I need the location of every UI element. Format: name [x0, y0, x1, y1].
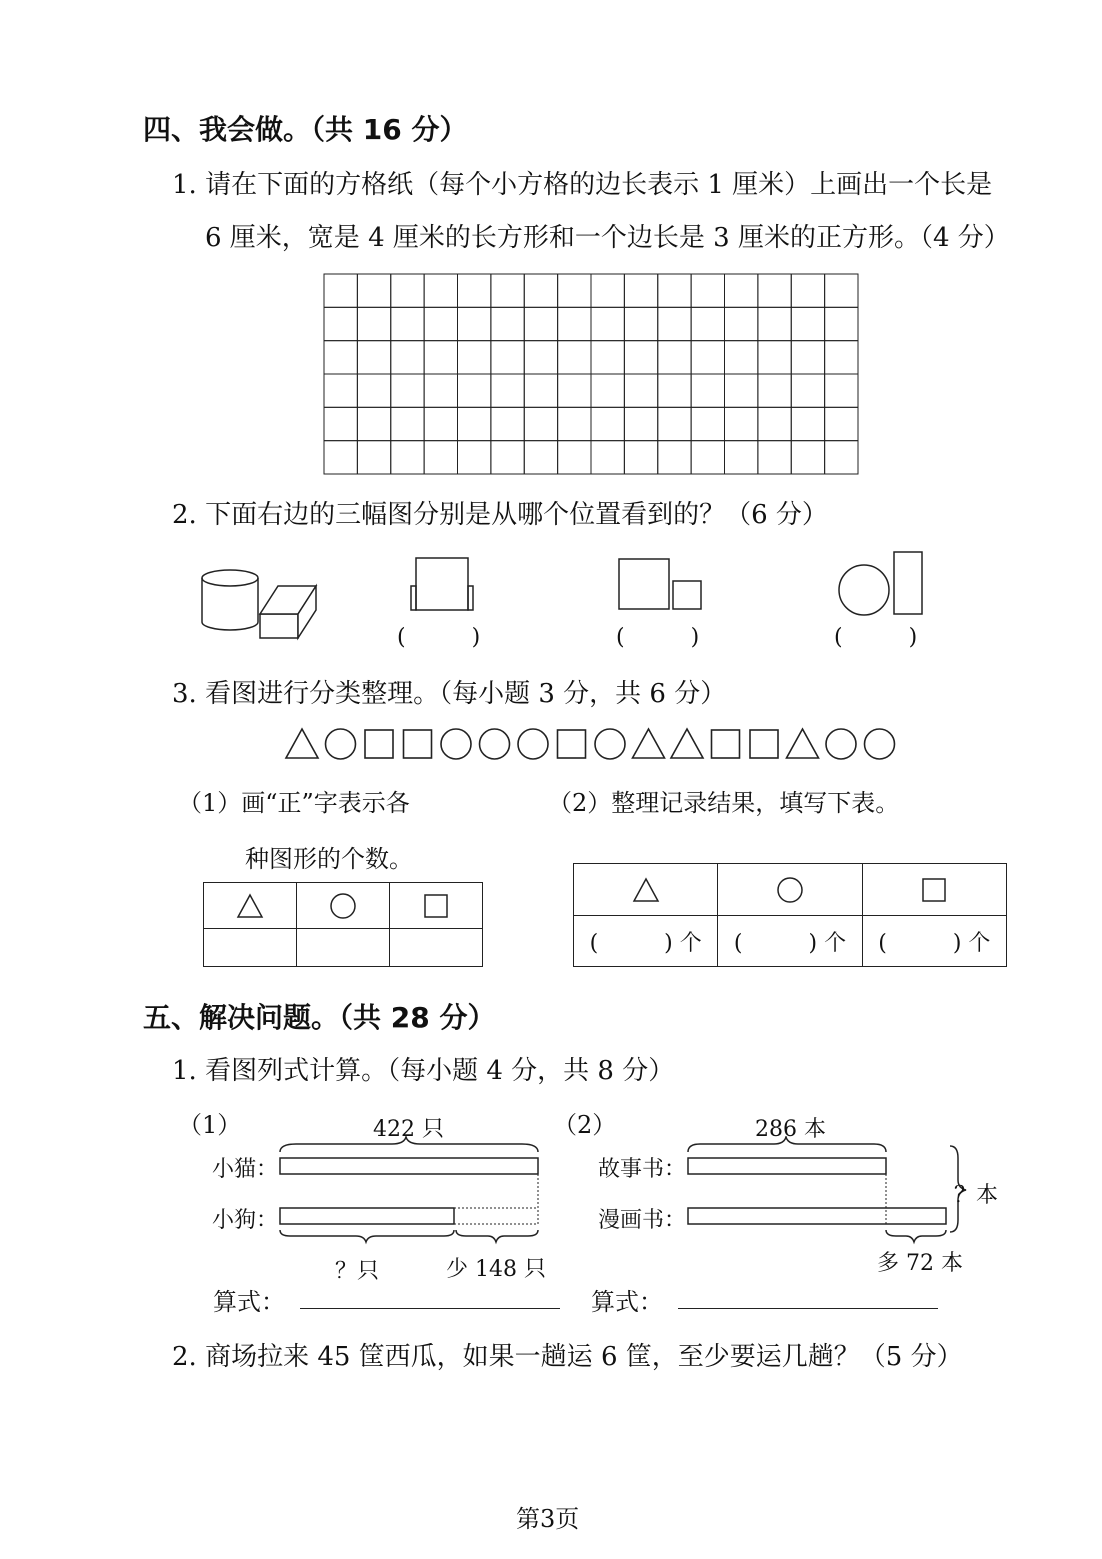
grid-cell — [324, 274, 357, 307]
circle-icon — [480, 729, 510, 759]
circle-icon — [595, 729, 625, 759]
p2-bar-diagram — [684, 1136, 974, 1246]
grid-cell — [491, 341, 524, 374]
grid-cell — [391, 374, 424, 407]
result-table — [573, 863, 1007, 967]
grid-cell — [524, 407, 557, 440]
grid-cell — [825, 374, 858, 407]
grid-cell — [758, 307, 791, 340]
q3-sub1-line2: 种图形的个数。 — [245, 845, 413, 873]
grid-cell — [624, 407, 657, 440]
circle-icon — [518, 729, 548, 759]
grid-cell — [591, 441, 624, 474]
grid-cell — [524, 307, 557, 340]
grid-cell — [424, 307, 457, 340]
p2-total-label: 286 本 — [755, 1117, 826, 1142]
view-square-with-sides — [408, 556, 478, 616]
grid-cell — [758, 374, 791, 407]
grid-cell — [424, 407, 457, 440]
grid-cell — [458, 441, 491, 474]
grid-cell — [491, 307, 524, 340]
q3-sub1-line1: （1）画“正”字表示各 — [178, 789, 410, 817]
grid-cell — [524, 374, 557, 407]
grid-cell — [591, 307, 624, 340]
grid-cell — [524, 341, 557, 374]
circle-icon — [826, 729, 856, 759]
q2-blank-1[interactable]: ( ) — [397, 625, 481, 650]
grid-cell — [391, 274, 424, 307]
grid-cell — [758, 407, 791, 440]
grid-cell — [791, 274, 824, 307]
grid-cell — [524, 274, 557, 307]
grid-svg — [323, 273, 860, 476]
result-header-square — [862, 864, 1006, 916]
grid-cell — [591, 407, 624, 440]
grid-cell — [725, 274, 758, 307]
page-number: 第3页 — [516, 1505, 580, 1533]
p1-total-label: 422 只 — [373, 1117, 444, 1142]
triangle-icon — [632, 877, 660, 903]
view-two-squares — [615, 556, 707, 616]
triangle-icon — [236, 893, 264, 919]
grid-cell — [825, 441, 858, 474]
p2-formula-input[interactable] — [678, 1308, 938, 1309]
tally-cell-square[interactable] — [390, 929, 483, 967]
grid-cell — [424, 374, 457, 407]
p1-less-label: 少 148 只 — [446, 1257, 546, 1282]
grid-cell — [458, 341, 491, 374]
grid-cell — [357, 274, 390, 307]
grid-cell — [391, 441, 424, 474]
q2-blank-3[interactable]: ( ) — [834, 625, 918, 650]
grid-cell — [658, 307, 691, 340]
result-header-triangle — [574, 864, 718, 916]
p1-row2-label: 小狗： — [212, 1208, 279, 1233]
square-icon — [365, 730, 393, 758]
result-cell-square[interactable]: ( ) 个 — [862, 916, 1006, 967]
grid-paper[interactable] — [323, 273, 860, 480]
grid-cell — [791, 441, 824, 474]
grid-cell — [324, 441, 357, 474]
tally-cell-circle[interactable] — [297, 929, 390, 967]
cylinder-cuboid-figure — [198, 566, 323, 646]
section5-title: 五、解决问题。（共 28 分） — [143, 1001, 496, 1034]
p1-unknown-label: ？只 — [335, 1259, 380, 1284]
grid-cell — [558, 374, 591, 407]
grid-cell — [624, 307, 657, 340]
q3-sub2-text: （2）整理记录结果，填写下表。 — [548, 789, 900, 817]
p1-formula-input[interactable] — [300, 1308, 560, 1309]
grid-cell — [725, 441, 758, 474]
p2-sum-label: ？本 — [954, 1183, 999, 1208]
grid-cell — [624, 274, 657, 307]
p1-label: （1） — [178, 1111, 242, 1139]
grid-cell — [357, 441, 390, 474]
grid-cell — [391, 307, 424, 340]
p2-row2-label: 漫画书： — [598, 1208, 687, 1233]
grid-cell — [825, 307, 858, 340]
grid-cell — [691, 374, 724, 407]
grid-cell — [324, 307, 357, 340]
circle-icon — [329, 892, 357, 920]
grid-cell — [558, 274, 591, 307]
grid-cell — [591, 374, 624, 407]
section4-title: 四、我会做。（共 16 分） — [143, 113, 468, 146]
s5-q1-text: 1. 看图列式计算。（每小题 4 分，共 8 分） — [172, 1056, 675, 1086]
grid-cell — [558, 407, 591, 440]
grid-cell — [725, 307, 758, 340]
grid-cell — [825, 341, 858, 374]
grid-cell — [658, 374, 691, 407]
grid-cell — [791, 407, 824, 440]
circle-icon — [441, 729, 471, 759]
grid-cell — [424, 341, 457, 374]
grid-cell — [658, 407, 691, 440]
grid-cell — [491, 441, 524, 474]
p1-bar-diagram — [276, 1136, 546, 1246]
grid-cell — [725, 407, 758, 440]
square-icon — [920, 876, 948, 904]
result-cell-triangle[interactable]: ( ) 个 — [574, 916, 718, 967]
tally-cell-triangle[interactable] — [204, 929, 297, 967]
grid-cell — [357, 407, 390, 440]
q2-text: 2. 下面右边的三幅图分别是从哪个位置看到的？（6 分） — [172, 500, 828, 530]
triangle-icon — [286, 729, 318, 758]
grid-cell — [591, 341, 624, 374]
p2-label: （2） — [553, 1111, 617, 1139]
grid-cell — [357, 307, 390, 340]
circle-icon — [326, 729, 356, 759]
grid-cell — [624, 341, 657, 374]
grid-cell — [558, 341, 591, 374]
grid-cell — [758, 274, 791, 307]
grid-cell — [324, 374, 357, 407]
grid-cell — [391, 407, 424, 440]
grid-cell — [324, 341, 357, 374]
shape-sequence — [284, 724, 900, 764]
square-icon — [750, 730, 778, 758]
tally-header-square — [390, 883, 483, 929]
grid-cell — [691, 441, 724, 474]
p2-row1-label: 故事书： — [598, 1157, 687, 1182]
grid-cell — [791, 307, 824, 340]
triangle-icon — [787, 729, 819, 758]
grid-cell — [391, 341, 424, 374]
circle-icon — [776, 876, 804, 904]
grid-cell — [558, 441, 591, 474]
grid-cell — [491, 374, 524, 407]
view-circle-rectangle — [834, 548, 929, 618]
result-header-circle — [718, 864, 862, 916]
q1-text-line2: 6 厘米，宽是 4 厘米的长方形和一个边长是 3 厘米的正方形。（4 分） — [205, 223, 1010, 253]
grid-cell — [691, 407, 724, 440]
grid-cell — [658, 441, 691, 474]
triangle-icon — [671, 729, 703, 758]
grid-cell — [357, 374, 390, 407]
grid-cell — [791, 341, 824, 374]
grid-cell — [558, 307, 591, 340]
p1-row1-label: 小猫： — [212, 1157, 279, 1182]
grid-cell — [624, 441, 657, 474]
p1-formula-label: 算式： — [213, 1288, 285, 1316]
square-icon — [422, 892, 450, 920]
grid-cell — [458, 307, 491, 340]
q3-text: 3. 看图进行分类整理。（每小题 3 分，共 6 分） — [172, 679, 727, 709]
grid-cell — [491, 274, 524, 307]
grid-cell — [424, 274, 457, 307]
square-icon — [712, 730, 740, 758]
grid-cell — [424, 441, 457, 474]
grid-cell — [725, 341, 758, 374]
tally-table — [203, 882, 483, 967]
triangle-icon — [633, 729, 665, 758]
grid-cell — [324, 407, 357, 440]
grid-cell — [791, 374, 824, 407]
square-icon — [558, 730, 586, 758]
grid-cell — [691, 341, 724, 374]
grid-cell — [725, 374, 758, 407]
p2-more-label: 多 72 本 — [877, 1251, 963, 1276]
grid-cell — [591, 274, 624, 307]
q1-text-line1: 1. 请在下面的方格纸（每个小方格的边长表示 1 厘米）上画出一个长是 — [172, 170, 993, 200]
grid-cell — [624, 374, 657, 407]
grid-cell — [458, 274, 491, 307]
grid-cell — [758, 441, 791, 474]
result-cell-circle[interactable]: ( ) 个 — [718, 916, 862, 967]
grid-cell — [758, 341, 791, 374]
q2-blank-2[interactable]: ( ) — [616, 625, 700, 650]
grid-cell — [357, 341, 390, 374]
grid-cell — [491, 407, 524, 440]
grid-cell — [524, 441, 557, 474]
grid-cell — [458, 374, 491, 407]
tally-header-circle — [297, 883, 390, 929]
p2-formula-label: 算式： — [591, 1288, 663, 1316]
grid-cell — [658, 274, 691, 307]
square-icon — [404, 730, 432, 758]
s5-q2-text: 2. 商场拉来 45 筐西瓜，如果一趟运 6 筐，至少要运几趟？（5 分） — [172, 1342, 963, 1372]
grid-cell — [658, 341, 691, 374]
grid-cell — [691, 274, 724, 307]
grid-cell — [691, 307, 724, 340]
grid-cell — [825, 407, 858, 440]
grid-cell — [458, 407, 491, 440]
grid-cell — [825, 274, 858, 307]
tally-header-triangle — [204, 883, 297, 929]
circle-icon — [865, 729, 895, 759]
